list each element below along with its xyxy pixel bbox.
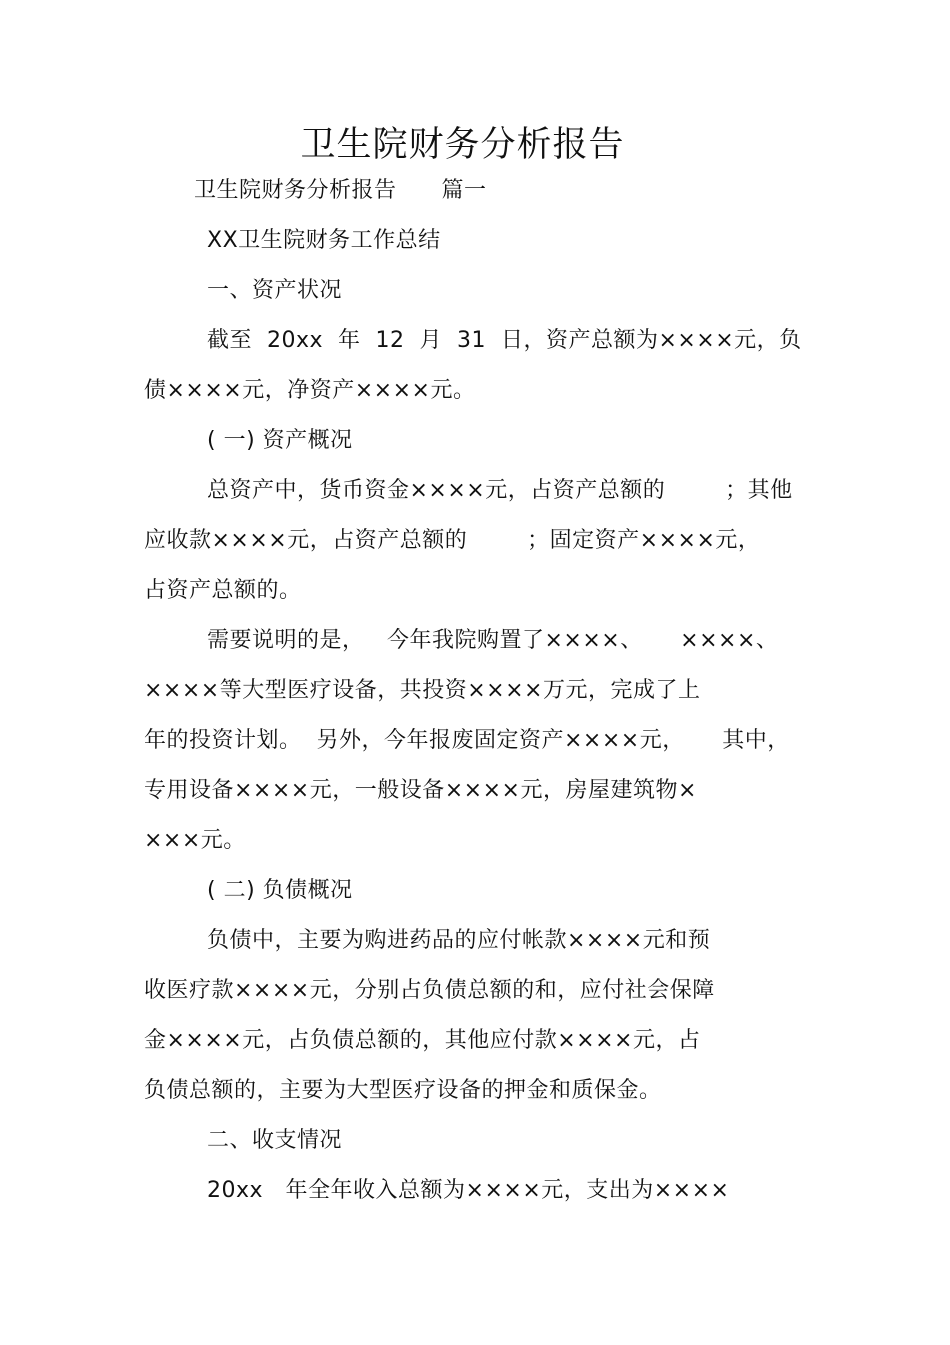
paragraph-line: 年的投资计划。 另外，今年报废固定资产××××元， 其中， [144, 728, 790, 753]
paragraph-line: ××××等大型医疗设备，共投资××××万元，完成了上 [144, 678, 701, 703]
paragraph-line: 专用设备××××元，一般设备××××元，房屋建筑物× [144, 778, 697, 803]
subtitle: XX卫生院财务工作总结 [207, 228, 441, 253]
heading-income-expense: 二、收支情况 [207, 1128, 343, 1153]
paragraph-line: 金××××元，占负债总额的，其他应付款××××元，占 [144, 1028, 701, 1053]
paragraph-line: 负债总额的，主要为大型医疗设备的押金和质保金。 [144, 1078, 662, 1103]
heading-liability-overview: ( 二) 负债概况 [207, 878, 353, 903]
heading-assets: 一、资产状况 [207, 278, 343, 303]
paragraph-line: 总资产中，货币资金××××元，占资产总额的 ；其他 [207, 478, 793, 503]
paragraph-line: 应收款××××元，占资产总额的 ；固定资产××××元， [144, 528, 761, 553]
paragraph-line: 占资产总额的。 [144, 578, 302, 603]
paragraph-line: 债××××元，净资产××××元。 [144, 378, 476, 403]
paragraph-line: 需要说明的是， 今年我院购置了××××、 ××××、 [207, 628, 779, 653]
paragraph-line: 收医疗款××××元，分别占负债总额的和，应付社会保障 [144, 978, 715, 1003]
heading-asset-overview: ( 一) 资产概况 [207, 428, 353, 453]
section-heading: 卫生院财务分析报告 篇一 [194, 178, 487, 203]
paragraph-line: 截至 20xx 年 12 月 31 日，资产总额为××××元，负 [207, 328, 802, 353]
paragraph-line: 20xx 年全年收入总额为××××元，支出为×××× [207, 1178, 730, 1203]
paragraph-line: ×××元。 [144, 828, 246, 853]
paragraph-line: 负债中，主要为购进药品的应付帐款××××元和预 [207, 928, 711, 953]
document-title: 卫生院财务分析报告 [300, 125, 625, 165]
